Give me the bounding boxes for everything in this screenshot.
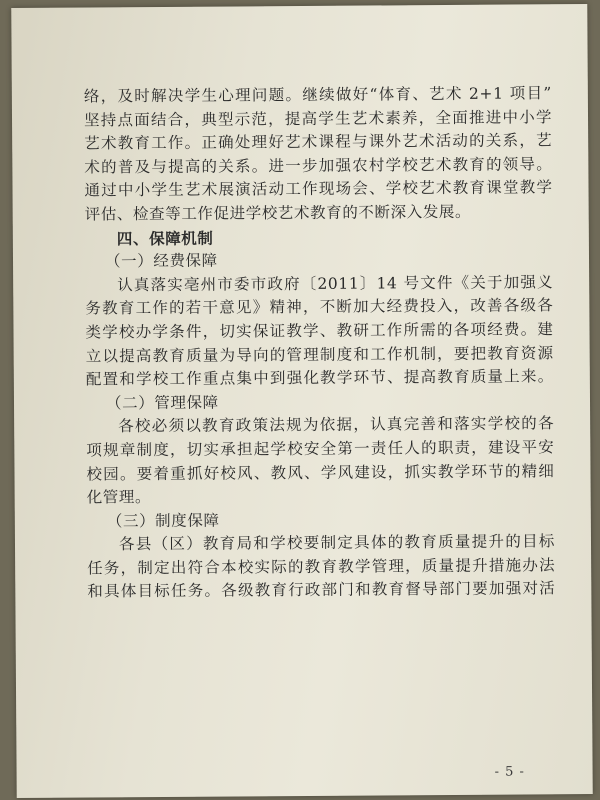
text-line: 坚持点面结合，典型示范，提高学生艺术素养，全面推进中小学 bbox=[83, 107, 553, 130]
text-line: 化管理。 bbox=[86, 488, 152, 507]
section-heading: 四、保障机制 bbox=[116, 228, 214, 248]
text-line: 和具体目标任务。各级教育行政部门和教育督导部门要加强对活 bbox=[87, 579, 556, 601]
text-line: 校园。要着重抓好校风、教风、学风建设，抓实教学环节的精细 bbox=[86, 461, 555, 484]
text-line: 评估、检查等工作促进学校艺术教育的不断深入发展。 bbox=[84, 202, 472, 224]
document-page bbox=[11, 4, 593, 798]
text-line: 艺术教育工作。正确处理好艺术课程与课外艺术活动的关系，艺 bbox=[84, 131, 553, 153]
text-line: 类学校办学条件，切实保证教学、教研工作所需的各项经费。建 bbox=[85, 320, 554, 342]
text-line: 立以提高教育质量为导向的管理制度和工作机制，要把教育资源 bbox=[85, 343, 554, 366]
text-line: 通过中小学生艺术展演活动工作现场会、学校艺术教育课堂教学 bbox=[84, 178, 553, 200]
text-line: 务教育工作的若干意见》精神，不断加大经费投入，改善各级各 bbox=[85, 296, 554, 318]
page-number: - 5 - bbox=[494, 764, 525, 780]
text-line: 认真落实亳州市委市政府〔2011〕14 号文件《关于加强义 bbox=[117, 272, 554, 295]
text-line: 各校必须以教育政策法规为依据，认真完善和落实学校的各 bbox=[118, 414, 555, 436]
text-line: 各县（区）教育局和学校要制定具体的教育质量提升的目标 bbox=[118, 532, 556, 554]
text-line: 项规章制度，切实承担起学校安全第一责任人的职责，建设平安 bbox=[86, 438, 555, 460]
text-line: 任务，制定出符合本校实际的教育教学管理，质量提升措施办法 bbox=[87, 556, 556, 578]
text-line: 络，及时解决学生心理问题。继续做好“体育、艺术 2+1 项目” bbox=[83, 84, 552, 106]
subsection-title-funding: （一）经费保障 bbox=[104, 251, 218, 271]
text-line: 术的普及与提高的关系。进一步加强农村学校艺术教育的领导。 bbox=[84, 155, 553, 177]
subsection-title-system: （三）制度保障 bbox=[106, 511, 220, 531]
subsection-title-management: （二）管理保障 bbox=[105, 393, 219, 413]
document-body bbox=[84, 82, 556, 604]
text-line: 配置和学校工作重点集中到强化教学环节、提高教育质量上来。 bbox=[85, 367, 554, 389]
